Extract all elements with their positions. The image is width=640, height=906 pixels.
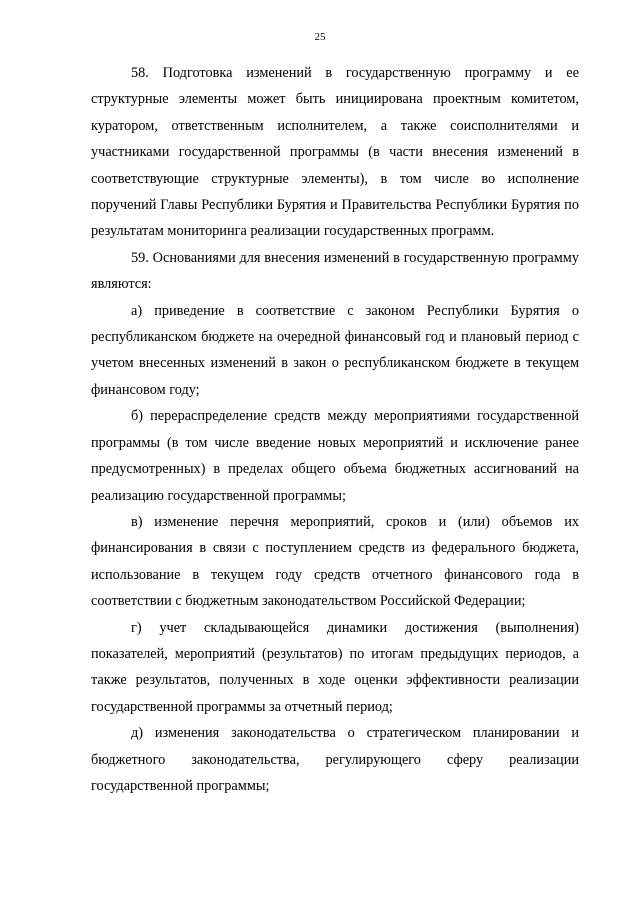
- list-item-a: а) приведение в соответствие с законом Республики Бурятия о республиканском бюджете на очередной финансовый год и плановый период с учетом внесенных изменений в закон о республиканском бюджете в текущем финансовом году;: [91, 302, 579, 398]
- document-body: [91, 60, 579, 799]
- page-number: 25: [314, 31, 326, 43]
- list-item-d: д) изменения законодательства о стратегическом планировании и бюджетного законодательства, регулирующего сферу реализации государственной программы;: [91, 725, 579, 794]
- list-item-v: в) изменение перечня мероприятий, сроков и (или) объемов их финансирования в связи с поступлением средств из федерального бюджета, использование в текущем году средств отчетного финансового года в соответствии с бюджетным законодательством Российской Федерации;: [91, 513, 579, 610]
- list-item-b: б) перераспределение средств между мероприятиями государственной программы (в том числе введение новых мероприятий и исключение ранее предусмотренных) в пределах общего объема бюджетных ассигнований на реализацию государственной программы;: [91, 408, 579, 504]
- paragraph-58: 58. Подготовка изменений в государственную программу и ее структурные элементы может быть инициирована проектным комитетом, куратором, ответственным исполнителем, а также соисполнителями и участниками государственной программы (в части внесения изменений в соответствующие структурные элементы), в том числе во исполнение поручений Главы Республики Бурятия и Правительства Республики Бурятия по результатам мониторинга реализации государственных программ.: [91, 65, 579, 240]
- paragraph-59: 59. Основаниями для внесения изменений в государственную программу являются:: [91, 249, 579, 293]
- list-item-g: г) учет складывающейся динамики достижения (выполнения) показателей, мероприятий (результатов) по итогам предыдущих периодов, а также результатов, полученных в ходе оценки эффективности реализации государственной программы за отчетный период;: [91, 619, 579, 715]
